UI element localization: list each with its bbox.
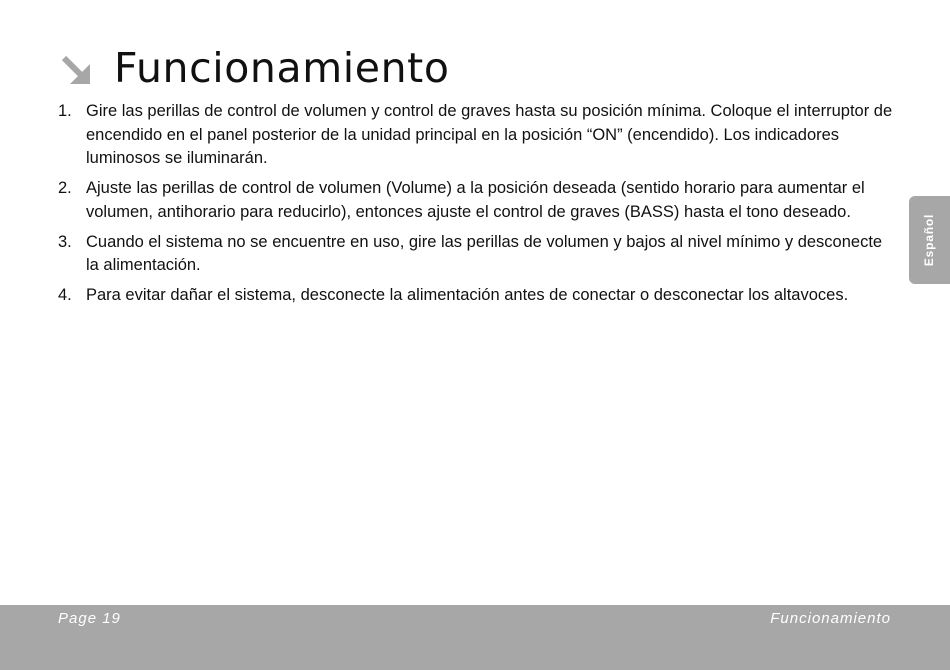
page-number: Page 19 (58, 610, 121, 627)
step-text: Ajuste las perillas de control de volumen (Volume) a la posición deseada (sentido horario para aumentar el volumen, antihorario para reducirlo), entonces ajuste el control de graves (BASS) hasta el tono deseado. (86, 179, 865, 221)
instruction-list (58, 100, 898, 314)
step-text: Cuando el sistema no se encuentre en uso, gire las perillas de volumen y bajos al nivel mínimo y desconecte la alimentación. (86, 232, 883, 274)
page-title (58, 40, 450, 96)
step-number: 2. (58, 179, 72, 197)
language-tab-label: Español (922, 213, 937, 267)
step-number: 1. (58, 102, 72, 120)
step-text: Gire las perillas de control de volumen y control de graves hasta su posición mínima. Coloque el interruptor de encendido en el panel posterior de la unidad principal en la posición “ON” (encendido). Los indicadores luminosos se iluminarán. (86, 102, 893, 167)
step-number: 3. (58, 232, 72, 251)
list-item (58, 100, 898, 171)
list-item (58, 284, 898, 308)
footer-section-title: Funcionamiento (770, 610, 891, 627)
list-item (58, 231, 898, 278)
list-item (58, 177, 898, 224)
language-tab (909, 196, 950, 284)
step-number: 4. (58, 286, 72, 304)
step-text: Para evitar dañar el sistema, desconecte la alimentación antes de conectar o desconectar los altavoces. (86, 286, 849, 304)
page-footer (0, 605, 950, 670)
arrow-down-right-icon (58, 52, 94, 88)
page-title-text: Funcionamiento (114, 44, 450, 92)
